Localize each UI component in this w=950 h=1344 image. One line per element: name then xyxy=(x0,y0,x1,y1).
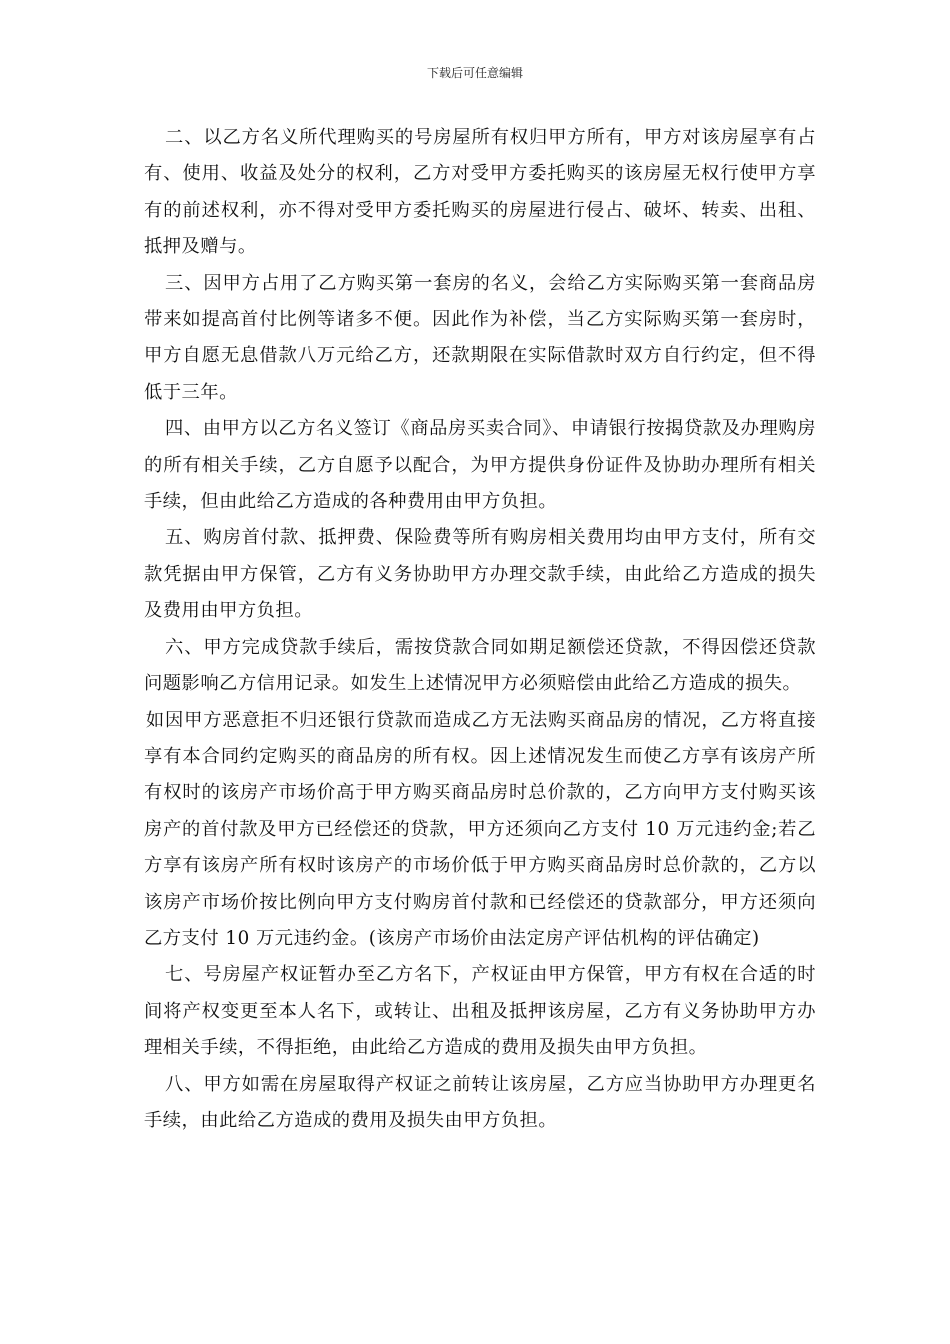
clause-6-paragraph: 六、甲方完成贷款手续后，需按贷款合同如期足额偿还贷款，不得因偿还贷款问题影响乙方信用记录。如发生上述情况甲方必须赔偿由此给乙方造成的损失。 xyxy=(144,636,816,695)
clause-2-paragraph: 二、以乙方名义所代理购买的号房屋所有权归甲方所有，甲方对该房屋享有占有、使用、收益及处分的权利，乙方对受甲方委托购买的该房屋无权行使甲方享有的前述权利，亦不得对受甲方委托购买的房屋进行侵占、破坏、转卖、出租、抵押及赠与。 xyxy=(144,127,816,258)
clause-5-paragraph: 五、购房首付款、抵押费、保险费等所有购房相关费用均由甲方支付，所有交款凭据由甲方保管，乙方有义务协助甲方办理交款手续，由此给乙方造成的损失及费用由甲方负担。 xyxy=(144,527,816,622)
clause-3-paragraph: 三、因甲方占用了乙方购买第一套房的名义，会给乙方实际购买第一套商品房带来如提高首付比例等诸多不便。因此作为补偿，当乙方实际购买第一套房时，甲方自愿无息借款八万元给乙方，还款期限在实际借款时双方自行约定，但不得低于三年。 xyxy=(144,272,816,403)
clause-7-paragraph: 七、号房屋产权证暂办至乙方名下，产权证由甲方保管，甲方有权在合适的时间将产权变更至本人名下，或转让、出租及抵押该房屋，乙方有义务协助甲方办理相关手续，不得拒绝，由此给乙方造成的费用及损失由甲方负担。 xyxy=(144,964,816,1059)
page-header: 下载后可任意编辑 xyxy=(426,66,523,80)
clause-4-paragraph: 四、由甲方以乙方名义签订《商品房买卖合同》、申请银行按揭贷款及办理购房的所有相关手续，乙方自愿予以配合，为甲方提供身份证件及协助办理所有相关手续，但由此给乙方造成的各种费用由甲方负担。 xyxy=(144,418,816,513)
document-body xyxy=(144,120,816,1139)
clause-6-supplement-paragraph: 如因甲方恶意拒不归还银行贷款而造成乙方无法购买商品房的情况，乙方将直接享有本合同约定购买的商品房的所有权。因上述情况发生而使乙方享有该房产所有权时的该房产市场价高于甲方购买商品房时总价款的，乙方向甲方支付购买该房产的首付款及甲方已经偿还的贷款，甲方还须向乙方支付 10 万元违约金;若乙方享有该房产所有权时该房产的市场价低于甲方购买商品房时总价款的，乙方以该房产市场价按比例向甲方支付购房首付款和已经偿还的贷款部分，甲方还须向乙方支付 10 万元违约金。(该房产市场价由法定房产评估机构的评估确定) xyxy=(144,709,816,949)
clause-8-paragraph: 八、甲方如需在房屋取得产权证之前转让该房屋，乙方应当协助甲方办理更名手续，由此给乙方造成的费用及损失由甲方负担。 xyxy=(144,1073,816,1131)
